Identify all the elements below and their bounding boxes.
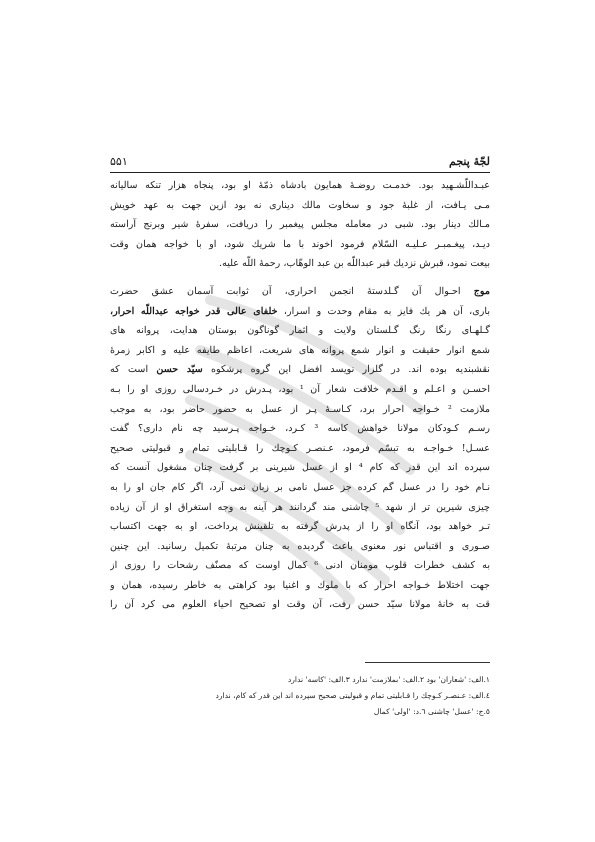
text-line [110, 360, 490, 380]
text-line: احسـن و اعـلم و اقـدم خلافت شعار آن ¹ بود، پـدرش در خـردسالی روزی او را بـه [110, 383, 490, 395]
text-span: احـوال آن گـلدستهٔ انجمن احراری، آن ثوابت آسمان عشق حضرت [110, 285, 461, 297]
text-line: شمع انوار حقیقت و انوار شمع پروانه های شریعت، اعاظم طایفه علیه و اکابر زمرهٔ [110, 344, 490, 356]
text-span: باری، آن هر یك فایز به مقام وحدت و اسرار، [283, 305, 490, 317]
text-line [110, 302, 490, 322]
running-header [110, 155, 490, 171]
text-line: صـوری و اقتباس نور معنوی باعث گردیده به چنان مرتبهٔ تکمیل رسانید. این چنین [110, 540, 490, 552]
text-span: است که [110, 364, 149, 376]
chapter-title: لجّهٔ پنجم [449, 155, 490, 168]
text-line: قت به خانهٔ مولانا سیّد حسن رفت، آن وقت او تصحیح احیاء العلوم می کرد آن را [110, 599, 490, 611]
text-line: ملازمت ² خـواجه احرار برد، کـاسـهٔ پـر از عسل به حضور حاضر بود، به موجب [110, 403, 490, 415]
text-line: جهت اختلاط خـواجه احرار که با ملوك و اغنیا بود کراهتی به خاطر رسیده، همان و [110, 579, 490, 591]
text-line: دیـد، پیغـمبـر عـلیـه السّلام فرمود اخوند با ما شریك شود، او با خواجه همان وقت [110, 238, 490, 250]
body-text [110, 176, 490, 615]
text-line: چیزی شیرین تر از شهد ⁵ چاشنی مند گردانند هر آینه به وجه استغراق او از آن زیاده [110, 501, 490, 513]
footnotes [110, 672, 490, 720]
bold-name: سیّد حسن [156, 364, 203, 376]
text-line: بیعت نمود، قبرش نزدیك قبر عبداللّه بن عبد الوهّاب، رحمهٔ اللّه علیه. [219, 258, 490, 270]
bold-name: خلفای عالی قدر خواجه عبداللّه احرار، [110, 305, 278, 317]
text-line: سپرده اند این قدر که کام ⁴ او از عسل شیرینی بر گرفت چنان مشغول آنست که [110, 462, 490, 474]
text-line: عبـداللّشـهید بود. خدمـت روضـهٔ همایون بادشاه ذمّهٔ او بود، پنجاه هزار تنکه سالیانه [110, 180, 490, 191]
text-line: نـام خود را در عسل گم کرده جز عسل نامی بر زبان نمی آرد، اگر کام جان او را به [110, 481, 490, 493]
text-line: به کشف خطرات قلوب مومنان ادنی ⁶ کمال اوست که مصنّف رشحات را روزی از [110, 560, 490, 572]
section-lead-word: موج [473, 285, 490, 297]
footnote-line: ٤.الف: عـنصـر کـوچك را قـابلیتی تمام و قبولیتی صحیح سپرده اند این قدر که کام، ندارد [215, 691, 490, 700]
text-line: گـلهـای رنگا رنگ گـلستان ولایت و اثمار گوناگون بوستان هدایت، پروانه های [110, 325, 490, 337]
page-number: ۵۵۱ [110, 155, 128, 168]
text-line: عسـل! خـواجـه به تبسّم فرمود، عـنصـر کـوچك را قـابلیتی تمام و قبولیتی صحیح [110, 442, 490, 454]
text-line: تـر خواهد بود، آنگاه او را از پدرش گرفته به تلقینش پرداخت، او به جهت اکتساب [110, 521, 490, 533]
footnote-rule [365, 662, 490, 663]
paragraph-2 [110, 282, 490, 615]
header-rule [110, 172, 490, 173]
text-line: مـی یـافت، از غلبهٔ جود و سخاوت مالك دیناری نه بود ازین جهت به عهد خویش [110, 199, 490, 211]
footnote-line: ١.الف: 'شعاران' بود ٢.الف: 'بملازمت' ندارد ٣.الف: 'کاسه' ندارد [287, 675, 490, 684]
paragraph-1 [110, 176, 490, 274]
text-line: مـالك دینار بود. شبی در معامله مجلس پیغمبر را دریافت، سفرهٔ شیر وبرنج آراسته [110, 219, 490, 231]
text-line [110, 282, 490, 302]
text-span: نقشبندیه بوده اند. در گلزار نویسد افضل این گروه پرشکوه [211, 364, 490, 376]
text-line: رسـم کـودکان مولانا خواهش کاسه ³ کـرد، خـواجه پـرسید چه نام داری؟ گفت [110, 423, 490, 435]
footnote-line: ٥.ج: 'عسل' چاشنی ٦.د: 'اولی' کمال [373, 707, 490, 716]
